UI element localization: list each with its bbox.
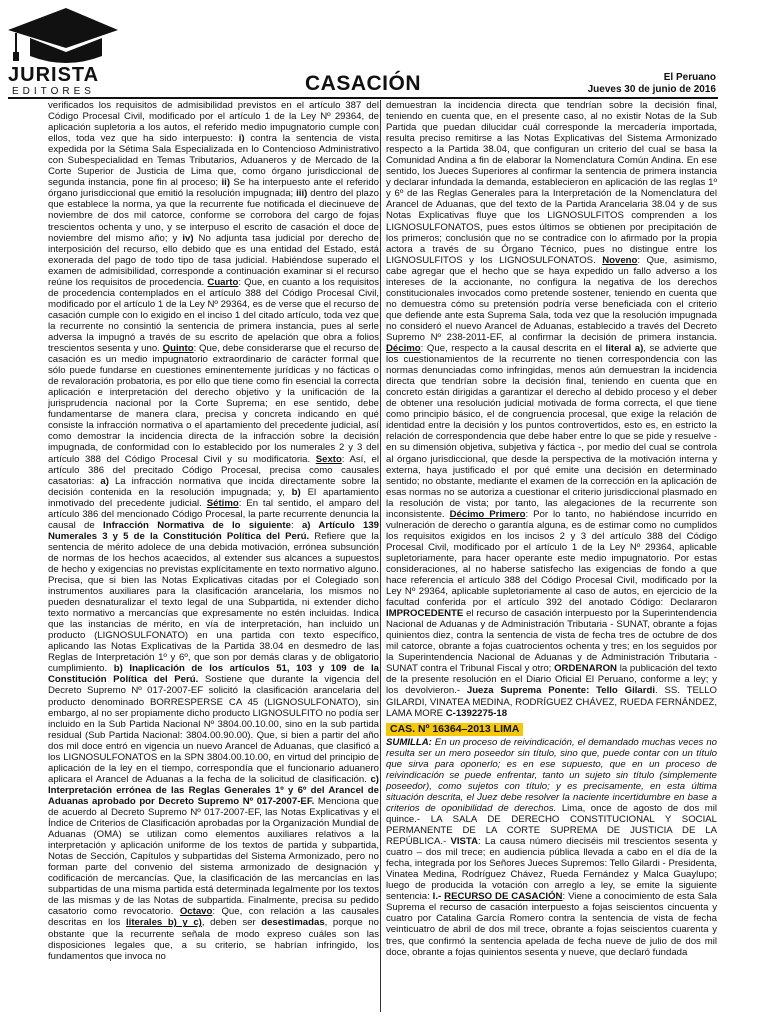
text-run: El apartamiento inmotivado del precedente judicial. [48, 486, 379, 509]
section-title: CASACIÓN [305, 72, 422, 95]
text-run: IMPROCEDENTE [386, 608, 464, 620]
text-run: En un proceso de reivindicación, el demandado muchas veces no resulta ser un mero poseedor sin título, sino que, puede contar con un título que sirva para oponerlo; es en ese supuesto, que en un proceso de reivindicación se puede enfrentar, tanto un sujeto sin título (simplemente poseedor), como sujetos con título; y es precisamente, en esta última situación descrita, el Juez debe resolver la naciente incertidumbre en base a criterios de oponibilidad de derechos. [386, 736, 717, 814]
text-run: contra la sentencia de vista expedida por la Sétima Sala Especializada en lo Contencioso Administrativo con Subespecialidad en Temas Tributarios, Aduaneros y de Mercado de la Corte Superior de Justicia de Lima que, como órgano jurisdiccional de segunda instancia, pone fin al proceso; [48, 133, 379, 189]
text-run: : Que, en cuanto a los requisitos de procedencia contemplados en el artículo 388 del Código Procesal Civil, modificado por el artículo 1 de la Ley Nº 29364, es de verse que el recurso de casación cumple con lo exigido en el inciso 1 del citado artículo, toda vez que la recurrente no consintió la sentencia de primera instancia, pues al serle adversa la impugnó a través de su escrito de apelación que obra a folios trescientos sesenta y uno. [48, 276, 379, 355]
column-divider [380, 100, 381, 1012]
left-column [48, 100, 379, 1012]
text-run: : La causa número dieciséis mil trescientos sesenta y cuatro – dos mil trece; en audiencia pública llevada a cabo en el día de la fecha, integrada por los Señores Jueces Supremos: Tello Gilardi - Presidenta, Vinatea Medina, Rodríguez Chávez, Rueda Fernández y Malca Guaylupo; luego de producida la votación con arreglo a ley, se emite la siguiente sentencia: [386, 836, 717, 903]
text-run: demuestran la incidencia directa que tendrían sobre la decisión final, teniendo en cuenta que, en el presente caso, al no existir Notas de la Sub Partida que puedan dilucidar cuál corresponde la mercadería importada, resulta preciso remitirse a las Notas Explicativas del Sistema Armonizado respecto a la Partida 38.04, que configuran un criterio del cual se basa la Comunidad Andina a fin de elaborar la Nomenclatura Común Andina. En ese sentido, los Jueces Superiores al confirmar la sentencia de primera instancia y declarar infundada la demanda, establecieron en aplicación de las reglas 1º y 6º de las Reglas Generales para la Interpretación de la Nomenclatura del Arancel de Aduanas, que del texto de la Partida Arancelaria 38.04 y de sus Notas Explicativas fluye que los LIGNOSULFITOS comprenden a los LIGNOSULFONATOS, pues estos últimos se obtienen por precipitación de los primeros; conclusión que no se contradice con lo afirmado por la propia actora a través de su Órgano Técnico, pues no distingue entre los LIGNOSULFITOS y los LIGNOSULFONATOS. [386, 100, 717, 266]
text-run: Décimo [386, 343, 421, 355]
text-run: : Viene a conocimiento de esta Sala Suprema el recurso de casación interpuesto a fojas seiscientos cincuenta y cuatro por Catalina García Romero contra la sentencia de vista de fecha veinticuatro de abril de dos mil trece, obrante a fojas seiscientos cuarenta y tres, que confirmó la sentencia apelada de fecha nueve de julio de dos mil doce, obrante a fojas quinientos sesenta y nueve, que declaró fundada [386, 891, 717, 958]
text-run: c) Interpretación errónea de las Reglas Generales 1º y 6º del Arancel de Aduanas aprobado por Decreto Supremo Nº 017-2007-EF. [48, 773, 379, 807]
text-run: I.- [432, 891, 445, 903]
text-run: SUMILLA: [386, 736, 432, 748]
brand-name: JURISTA [8, 64, 100, 86]
text-run: b) Inaplicación de los artículos 51, 103 y 109 de la Constitución Política del Perú. [48, 663, 379, 686]
text-run: literales b) y c) [126, 917, 202, 929]
text-run: Sostiene que durante la vigencia del Decreto Supremo Nº 017-2007-EF solicitó la clasificación arancelaria del producto denominado BORRESPERSE CA 45 (LIGNOSULFONATO), sin embargo, al no ser propiamente dicho producto LIGNOSULFITO no podía ser incluido en la Sub Partida Nacional Nº 3804.00.10.00, sino en la sub partida residual (Sub Partida Nacional: 3804.00.90.00). Que, si bien a partir del año dos mil doce entró en vigencia un nuevo Arancel de Aduanas, que clasificó a los LIGNOSULFONATOS en la SPN 3804.00.10.00, en virtud del principio de aplicación de la ley en el tiempo, correspondía que el funcionario aduanero aplicara el Arancel de Aduanas a la fecha de la solicitud de clasificación. [48, 674, 379, 785]
publication-info [588, 72, 716, 96]
header-rule [8, 97, 718, 99]
text-run: Octavo [179, 906, 213, 918]
text-run: la publicación del texto de la presente resolución en el Diario Oficial El Peruano, conforme a ley; y los devolvieron.- [386, 663, 717, 697]
text-run: el recurso de casación interpuesto por la Superintendencia Nacional de Aduanas y de Administración Tributaria - SUNAT, obrante a fojas quinientos diez, contra la sentencia de vista de fecha tres de octubre de dos mil catorce, obrante a fojas cuatrocientos ochenta y tres; en los seguidos por la Superintendencia Nacional de Aduanas y de Administración Tributaria - SUNAT contra el Tribunal Fiscal y otro; [386, 608, 717, 675]
text-run: : En tal sentido, el amparo del artículo 386 del mencionado Código Procesal, la parte recurrente denuncia la causal de [48, 497, 379, 531]
case-text [386, 737, 717, 958]
text-run: , deben ser [201, 917, 262, 929]
text-run: Se ha interpuesto ante el referido órgano jurisdiccional que emitió la resolución impugnada; [48, 177, 379, 200]
text-run: : Que, debe considerarse que el recurso de casación es un medio impugnatorio extraordinario de carácter formal que sólo puede fundarse en cuestiones eminentemente jurídicas y no fácticas o de revaloración probatoria, es por ello que tiene como fin esencial la correcta aplicación e interpretación del derecho objetivo y la unificación de la jurisprudencia nacional por la Corte Suprema; en ese sentido, debe fundamentarse de manera clara, precisa y concreta indicando en qué consiste la infracción normativa o el apartamiento del precedente judicial, así como demostrar la incidencia directa de la infracción sobre la decisión impugnada, de conformidad con lo establecido por los numerales 2 y 3 del artículo 388 del Código Procesal Civil y su modificatoria. [48, 343, 379, 465]
text-run: i) [238, 133, 245, 145]
text-run: : Que, con relación a las causales descritas en los [48, 906, 379, 929]
text-run: Quinto [162, 343, 194, 355]
text-run: Décimo Primero [449, 508, 526, 520]
text-run: C-1392275-18 [445, 707, 508, 719]
text-run: , porque no obstante que la recurrente señala de modo expreso cuáles son las disposiciones legales que, a su criterio, se habrían infringido, los fundamentos que invoca no [48, 917, 379, 962]
text-run: Refiere que la sentencia de mérito adolece de una debida motivación, errónea subsunción de normas de los hechos acaecidos, al extender sus alcances a supuestos de hecho y exigencias no previstas explícitamente en texto normativo alguno. Precisa, que si bien las Notas Explicativas citadas por el Colegiado son instrumentos auxiliares para la clasificación arancelaria, los mismos no pueden desnaturalizar el texto legal de una Subpartida, ni extender dicho texto normativo a mercancías que expresamente no estén incluidas. Indica que las instancias de mérito, en vía de interpretación, han incluido un producto (LIGNOSULFONATO) en una partida con texto específico, aplicando las Notas Explicativas de la Partida 38.04 en desmedro de las Reglas de Interpretación 1º y 6º, que son por demás claras y de obligatorio cumplimiento. [48, 530, 379, 675]
text-run: Sexto [315, 453, 342, 465]
page-header [0, 0, 768, 100]
text-run: Jueza Suprema Ponente: Tello Gilardi [466, 685, 655, 697]
left-column-text [48, 100, 379, 962]
text-run: : Que, respecto a la causal descrita en el [420, 343, 606, 355]
text-run: Sétimo [206, 497, 239, 509]
text-run: iv) [182, 232, 194, 244]
text-run: La infracción normativa que incida directamente sobre la decisión contenida en la resolución impugnada; y, [48, 475, 379, 498]
case-heading: CAS. Nº 16364–2013 LIMA [386, 723, 523, 736]
publication-name: El Peruano [663, 72, 716, 83]
text-run: , se advierte que los cuestionamientos de la recurrente no tienen correspondencia con las normas denunciadas como infringidas, menos aún demuestran la incidencia directa que tendrían sobre la decisión final, teniendo en cuenta que en concreto están dirigidas a garantizar el derecho al debido proceso y el deber de obtener una resolución judicial motivada de forma correcta, el que tiene como principio básico, el de congruencia procesal, que exige la relación de identidad entre la decisión y los puntos controvertidos, esto es, en estricto la relación de correspondencia que debe haber entre lo que se pide y resuelve - en su dimensión objetiva, subjetiva y fáctica -, por medio del cual se controla al órgano jurisdiccional, que desde la perspectiva de la motivación interna y externa, haya justificado el por qué emite una decisión en determinado sentido; no obstante, mediante el examen de la corrección en la aplicación de esas normas no se autoriza a cuestionar el criterio jurisdiccional plasmado en la resolución de vista; por tanto, las alegaciones de la recurrente son inconsistente. [386, 343, 717, 520]
text-run: desestimadas [261, 917, 325, 929]
text-run: ii) [221, 177, 231, 189]
text-run: Noveno [602, 254, 638, 266]
right-column-text [386, 100, 717, 719]
text-run: a) Artículo 139 Numerales 3 y 5 de la Constitución Política del Perú. [48, 519, 379, 542]
text-run: literal a) [605, 343, 644, 355]
text-run: . SS. TELLO GILARDI, VINATEA MEDINA, RODRÍGUEZ CHÁVEZ, RUEDA FERNÁNDEZ, LAMA MORE [386, 685, 717, 719]
text-run: Cuarto [207, 276, 239, 288]
text-run: : Que, asimismo, cabe agregar que el hecho que se haya expedido un fallo adverso a los intereses de la accionante, no configura la negativa de los derechos constitucionales invocados como pretende sostener, teniendo en cuenta que no demuestra cómo su pretensión podría verse beneficiada con el criterio que defiende ante esta Suprema Sala, toda vez que la resolución impugnada no consideró el nuevo Arancel de Aduanas, establecido a través del Decreto Supremo Nº 238-2011-EF, al confirmar la decisión de primera instancia. [386, 254, 717, 343]
text-run: Infracción Normativa de lo siguiente [103, 519, 291, 531]
text-run: VISTA [450, 836, 478, 848]
text-run: : Por lo tanto, no habiéndose incurrido en vulneración de derecho o garantía alguna, es de estimar como no cumplidos los requisitos exigidos en los incisos 2 y 3 del artículo 388 del Código Procesal Civil, modificado por el artículo 1 de la Ley Nº 29364, aplicable supletoriamente, para hacer operante este medio impugnatorio. Por estas consideraciones, al no haberse satisfecho las exigencias de fondo a que hace referencia el artículo 388 del Código Procesal Civil, modificado por la Ley Nº 29364, aplicable supletoriamente al caso de autos, en ejercicio de la facultad conferida por el artículo 392 del anotado Código: Declararon [386, 508, 717, 609]
text-run: RECURSO DE CASACIÓN [444, 891, 563, 903]
text-run: : Así, el artículo 386 del precitado Código Procesal, precisa como causales casatorias: [48, 453, 379, 487]
text-run: verificados los requisitos de admisibilidad previstos en el artículo 387 del Código Procesal Civil, modificado por el artículo 1 de la Ley Nº 29364, de aplicación supletoria a los autos, el referido medio impugnatorio cumple con ellos, toda vez que ha sido interpuesto: [48, 100, 379, 145]
text-run: iii) [296, 188, 308, 200]
text-run: Lima, once de agosto de dos mil quince.- LA SALA DE DERECHO CONSTITUCIONAL Y SOCIAL PERMANENTE DE LA CORTE SUPREMA DE JUSTICIA DE LA REPÚBLICA.- [386, 802, 717, 848]
text-run: : [290, 519, 302, 531]
text-run: a) [100, 475, 109, 487]
text-run: ORDENARON [554, 663, 617, 675]
right-column [386, 100, 717, 1012]
text-run: No adjunta tasa judicial por derecho de interposición del recurso, ello debido que es una entidad del Estado, está exonerada del pago de todo tipo de tasa judicial. Habiéndose superado el examen de admisibilidad, corresponde a continuación examinar si el recurso reúne los requisitos de procedencia. [48, 232, 379, 288]
text-run: Menciona que de acuerdo al Decreto Supremo Nº 017-2007-EF, las Notas Explicativas y el Índice de Criterios de Clasificación aprobadas por la Organización Mundial de Aduanas (OMA) se utilizan como elementos auxiliares relativos a la interpretación y aplicación uniforme de los textos de partida y subpartida, Notas de Sección, Capítulos y subpartidas del Sistema Armonizado, pero no forman parte del convenio del sistema armonizado de designación y codificación de mercancías. Que, la clasificación de las mercancías en las subpartidas de una misma partida está determinada legalmente por los textos de las mismas y de las Notas de subpartida. Finalmente, precisa su pedido casatorio como revocatorio. [48, 795, 379, 918]
brand-subtitle: EDITORES [12, 86, 95, 97]
publication-date: Jueves 30 de junio de 2016 [587, 84, 716, 95]
text-run: dentro del plazo que establece la norma, ya que la recurrente fue notificada el diecinueve de noviembre de dos mil catorce, conforme se corrobora del cargo de fojas trescientos ochenta y uno, y se interpuso el escrito de casación el doce de noviembre del mismo año; y [48, 188, 379, 244]
text-run: b) [291, 486, 301, 498]
